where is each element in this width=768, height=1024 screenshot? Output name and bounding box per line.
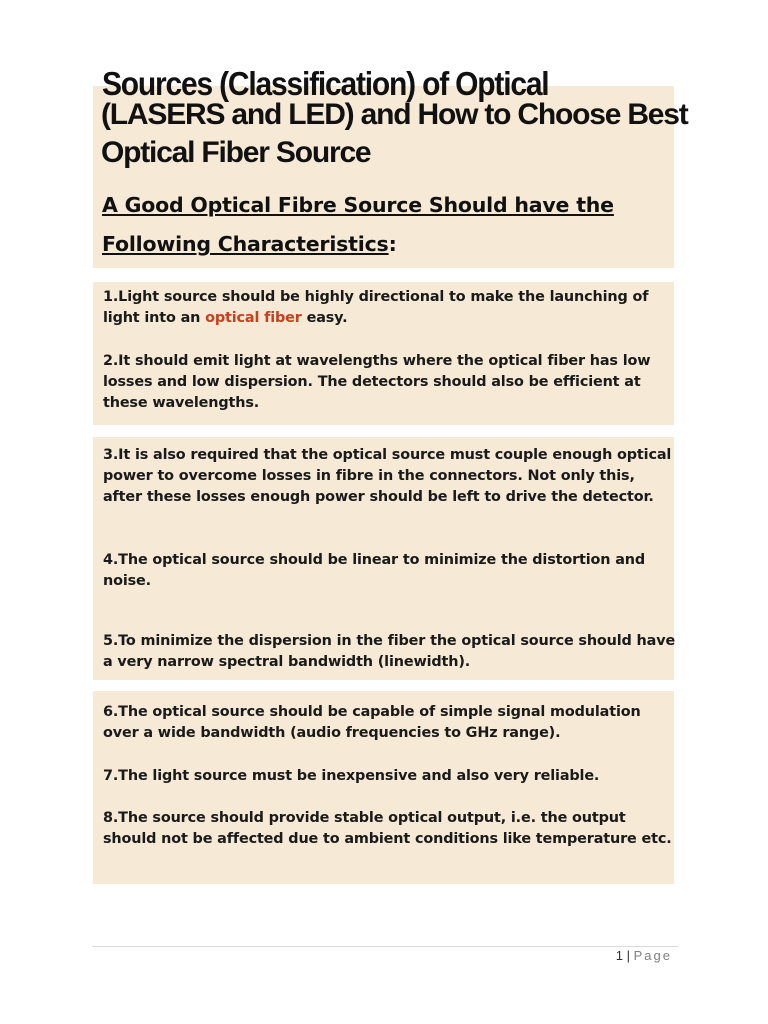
characteristic-5: 5.To minimize the dispersion in the fiber the optical source should have a very narrow spectral bandwidth (linewidth).	[103, 633, 676, 670]
characteristic-1	[103, 287, 678, 329]
characteristic-8: 8.The source should provide stable optical output, i.e. the output should not be affected due to ambient conditions like temperature etc.	[103, 810, 672, 847]
characteristics-block-2	[93, 437, 674, 680]
page-separator: |	[623, 948, 634, 963]
page-title	[101, 96, 688, 172]
section-heading-line-2: Following Characteristics	[102, 232, 389, 256]
title-block	[93, 66, 688, 268]
optical-fiber-link[interactable]: optical fiber	[205, 310, 302, 326]
page-number: 1	[615, 948, 624, 963]
characteristics-block-3	[93, 691, 674, 884]
section-heading	[102, 186, 672, 264]
characteristic-6: 6.The optical source should be capable of simple signal modulation over a wide bandwidth (audio frequencies to GHz range).	[103, 704, 641, 741]
title-line-1: (LASERS and LED) and How to Choose Best	[101, 98, 688, 131]
characteristic-7: 7.The light source must be inexpensive and also very reliable.	[103, 768, 600, 784]
footer-divider	[92, 946, 678, 947]
page-word: Page	[633, 948, 672, 963]
characteristic-3: 3.It is also required that the optical source must couple enough optical power to overcome losses in fibre in the connectors. Not only this, after these losses enough power should be left to drive the detector.	[103, 447, 672, 505]
title-line-2: Optical Fiber Source	[101, 136, 371, 169]
clipped-title-line: Sources (Classification) of Optical	[102, 66, 549, 103]
characteristic-2: 2.It should emit light at wavelengths where the optical fiber has low losses and low dispersion. The detectors should also be efficient at these wavelengths.	[103, 353, 651, 411]
page-footer	[616, 948, 672, 963]
characteristic-1-text-start: 1.Light source should be highly directional to make the launching of light into an	[103, 289, 649, 326]
section-heading-colon: :	[388, 232, 397, 256]
section-heading-line-1: A Good Optical Fibre Source Should have the	[102, 193, 614, 217]
characteristics-block-1	[93, 282, 674, 425]
characteristic-4: 4.The optical source should be linear to minimize the distortion and noise.	[103, 552, 646, 589]
characteristic-1-text-end: easy.	[301, 310, 348, 326]
